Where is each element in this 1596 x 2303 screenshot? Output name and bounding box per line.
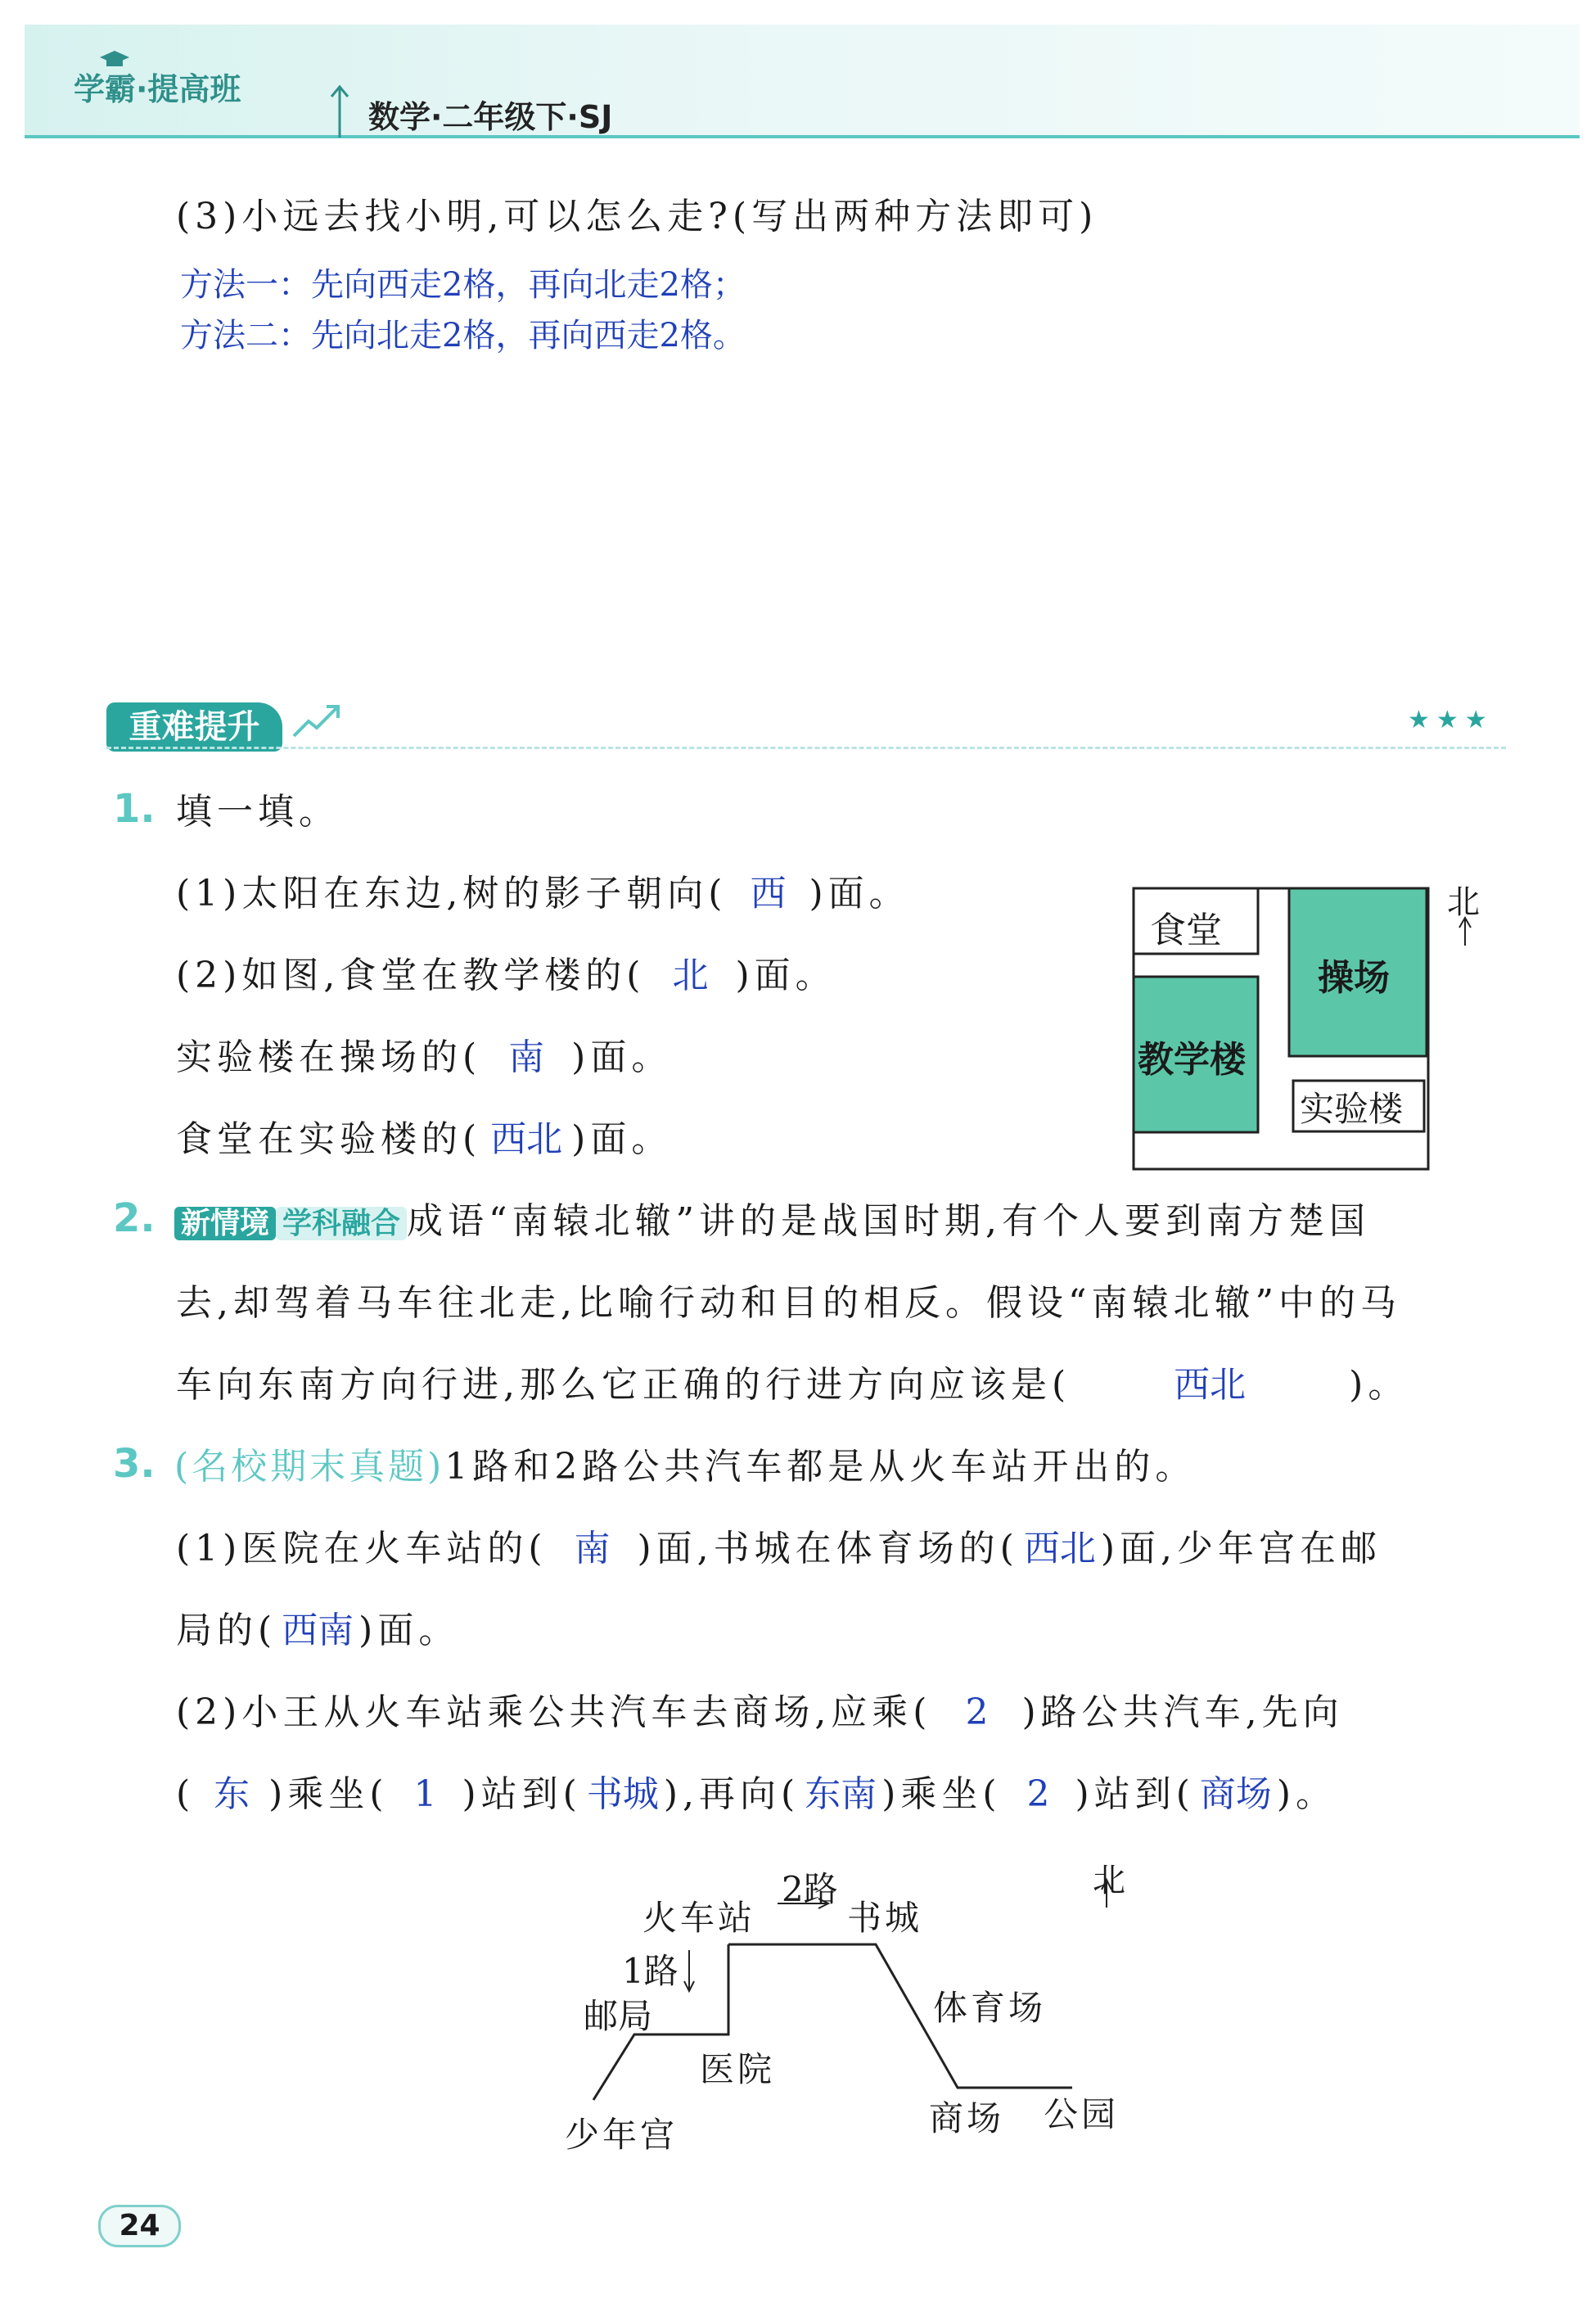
answer-blank: 北 (672, 955, 709, 996)
problem1-part2: (2)如图,食堂在教学楼的( 北 )面。 (176, 951, 836, 1000)
route-2-label: 2路 (782, 1869, 838, 1909)
problem1-stem: 填一填。 (176, 791, 340, 833)
answer-blank: 西北 (1174, 1364, 1247, 1406)
problem2-line2: 去,却驾着马车往北走,比喻行动和目的相反。假设“南辕北辙”中的马 (176, 1282, 1401, 1324)
map-playground: 操场 (1318, 957, 1390, 999)
problem3-part2-line2: ( 东 )乘坐( 1 )站到( 书城 ),再向( 东南 )乘坐( 2 )站到( 商场 )。 (176, 1770, 1337, 1819)
trend-arrow-icon (291, 700, 344, 741)
problem1-number: 1. (113, 786, 156, 832)
map-north-label: 北 (1447, 883, 1480, 921)
q3-part3-method2: 方法二：先向北走2格，再向西走2格。 (180, 317, 746, 354)
section-divider (106, 747, 1506, 749)
stop-post-office: 邮局 (584, 1996, 653, 2036)
q3-part3-method1: 方法一：先向西走2格，再向北走2格； (180, 266, 746, 304)
problem1-part3: 实验楼在操场的( 南 )面。 (176, 1033, 672, 1082)
map-canteen: 食堂 (1150, 910, 1222, 951)
stop-hospital: 医院 (700, 2049, 776, 2089)
problem2-number: 2. (113, 1195, 156, 1241)
stop-bookstore: 书城 (847, 1898, 923, 1938)
answer-blank: 2 (965, 1691, 989, 1733)
diagram-north-label: 北 (1093, 1862, 1125, 1899)
stop-stadium: 体育场 (933, 1988, 1047, 2028)
problem1-part4: 食堂在实验楼的( 西北 )面。 (176, 1115, 672, 1164)
stop-park: 公园 (1044, 2094, 1120, 2134)
answer-blank: 2 (1026, 1773, 1050, 1815)
answer-blank: 东 (214, 1773, 250, 1815)
header-arrow-icon (323, 82, 356, 139)
stop-mall: 商场 (929, 2098, 1005, 2138)
stop-train-station: 火车站 (642, 1898, 756, 1938)
problem2-line3: 车向东南方向行进,那么它正确的行进方向应该是( 西北 )。 (176, 1361, 1409, 1410)
problem3-part1-line2: 局的( 西南 )面。 (176, 1606, 459, 1655)
map-lab-building: 实验楼 (1300, 1089, 1404, 1129)
tag-exam-source: (名校期末真题) (174, 1446, 445, 1488)
problem3-part2-line1: (2)小王从火车站乘公共汽车去商场,应乘( 2 )路公共汽车,先向 (176, 1688, 1344, 1737)
tag-interdisciplinary: 学科融合 (276, 1207, 407, 1240)
answer-blank: 商场 (1199, 1773, 1272, 1815)
q3-part3-question: (3)小远去找小明,可以怎么走?(写出两种方法即可) (176, 196, 1098, 237)
answer-blank: 西 (750, 873, 787, 914)
answer-blank: 西北 (490, 1118, 563, 1160)
problem3-stem-line: (名校期末真题)1路和2路公共汽车都是从火车站开出的。 (174, 1446, 1197, 1488)
answer-blank: 南 (508, 1036, 545, 1078)
problem3-number: 3. (113, 1441, 156, 1487)
answer-blank: 1 (413, 1773, 437, 1815)
answer-blank: 书城 (586, 1773, 659, 1815)
page-number: 24 (98, 2205, 181, 2247)
map-teaching-building: 教学楼 (1138, 1039, 1246, 1081)
difficulty-stars: ★★★ (1408, 706, 1494, 734)
answer-blank: 东南 (805, 1773, 877, 1815)
answer-blank: 南 (574, 1528, 611, 1569)
tag-new-context: 新情境 (174, 1207, 276, 1240)
route-1-label: 1路 (622, 1951, 679, 1991)
subject-label: 数学·二年级下·SJ (368, 99, 613, 135)
stop-youth-palace: 少年宫 (565, 2115, 679, 2155)
answer-blank: 西北 (1023, 1528, 1096, 1569)
section-title: 重难提升 (106, 702, 282, 752)
brand-title: 学霸·提高班 (74, 71, 241, 107)
answer-blank: 西南 (282, 1610, 354, 1651)
problem2-line1: 新情境 学科融合 成语“南辕北辙”讲的是战国时期,有个人要到南方楚国 (174, 1197, 1370, 1249)
problem1-part1: (1)太阳在东边,树的影子朝向( 西 )面。 (176, 869, 910, 919)
problem3-part1-line1: (1)医院在火车站的( 南 )面,书城在体育场的( 西北 )面,少年宫在邮 (176, 1524, 1382, 1574)
